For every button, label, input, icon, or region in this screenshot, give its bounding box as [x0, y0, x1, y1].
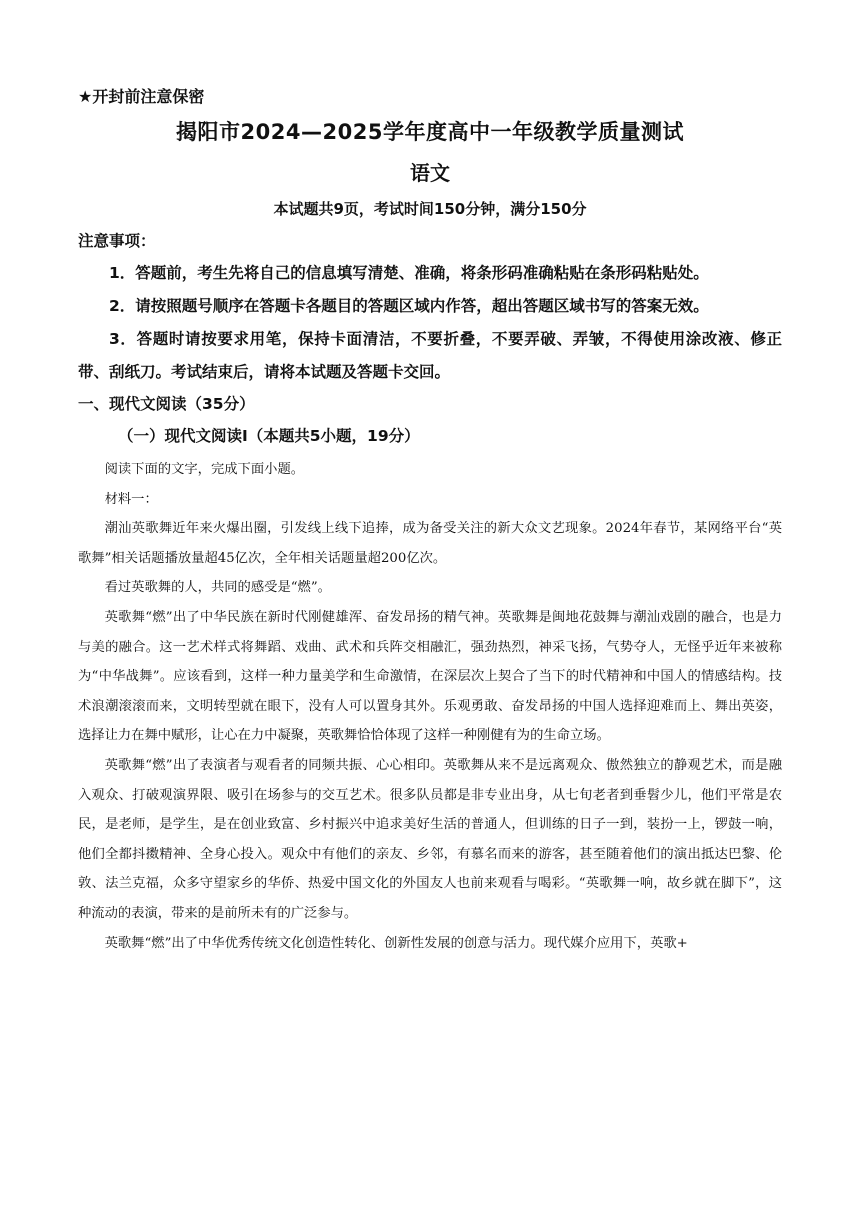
material-label: 材料一：: [104, 491, 158, 507]
exam-title: 揭阳市2024—2025学年度高中一年级教学质量测试: [176, 120, 684, 144]
confidential-notice: ★开封前注意保密: [78, 87, 205, 106]
subject-title: 语文: [410, 161, 450, 185]
notice-heading: 注意事项：: [78, 232, 156, 250]
exam-meta: 本试题共9页，考试时间150分钟，满分150分: [273, 200, 587, 218]
passage-paragraph: 英歌舞“燃”出了表演者与观看者的同频共振、心心相印。英歌舞从来不是远离观众、傲然独立的静观艺术，而是融入观众、打破观演界限、吸引在场参与的交互艺术。很多队员都是非专业出身，从七旬老者到垂髫少儿，他们平常是农民，是老师，是学生，是在创业致富、乡村振兴中追求美好生活的普通人，但训练的日子一到，装扮一上，锣鼓一响，他们全都抖擞精神、全身心投入。观众中有他们的亲友、乡邻，有慕名而来的游客，甚至随着他们的演出抵达巴黎、伦敦、法兰克福，众多守望家乡的华侨、热爱中国文化的外国友人也前来观看与喝彩。“英歌舞一响，故乡就在脚下”，这种流动的表演，带来的是前所未有的广泛参与。: [78, 757, 782, 921]
notice-item: 3．答题时请按要求用笔，保持卡面清洁，不要折叠，不要弄破、弄皱，不得使用涂改液、修正带、刮纸刀。考试结束后，请将本试题及答题卡交回。: [78, 330, 782, 381]
notice-item: 2．请按照题号顺序在答题卡各题目的答题区域内作答，超出答题区域书写的答案无效。: [109, 297, 709, 315]
passage-paragraph: 看过英歌舞的人，共同的感受是“燃”。: [104, 580, 331, 596]
section-subtitle: （一）现代文阅读Ⅰ（本题共5小题，19分）: [118, 427, 420, 445]
section-title: 一、现代文阅读（35分）: [78, 395, 255, 413]
passage-paragraph: 潮汕英歌舞近年来火爆出圈，引发线上线下追捧，成为备受关注的新大众文艺现象。2024年春节，某网络平台“英歌舞”相关话题播放量超45亿次，全年相关话题量超200亿次。: [78, 521, 782, 566]
passage-paragraph: 英歌舞“燃”出了中华优秀传统文化创造性转化、创新性发展的创意与活力。现代媒介应用下，英歌+: [104, 935, 688, 951]
notice-item: 1．答题前，考生先将自己的信息填写清楚、准确，将条形码准确粘贴在条形码粘贴处。: [109, 264, 709, 282]
reading-instruction: 阅读下面的文字，完成下面小题。: [104, 462, 305, 477]
passage-paragraph: 英歌舞“燃”出了中华民族在新时代刚健雄浑、奋发昂扬的精气神。英歌舞是闽地花鼓舞与潮汕戏剧的融合，也是力与美的融合。这一艺术样式将舞蹈、戏曲、武术和兵阵交相融汇，强劲热烈，神采飞扬，气势夺人，无怪乎近年来被称为“中华战舞”。应该看到，这样一种力量美学和生命激情，在深层次上契合了当下的时代精神和中国人的情感结构。技术浪潮滚滚而来，文明转型就在眼下，没有人可以置身其外。乐观勇敢、奋发昂扬的中国人选择迎难而上、舞出英姿，选择让力在舞中赋形，让心在力中凝聚，英歌舞恰恰体现了这样一种刚健有为的生命立场。: [78, 609, 782, 744]
